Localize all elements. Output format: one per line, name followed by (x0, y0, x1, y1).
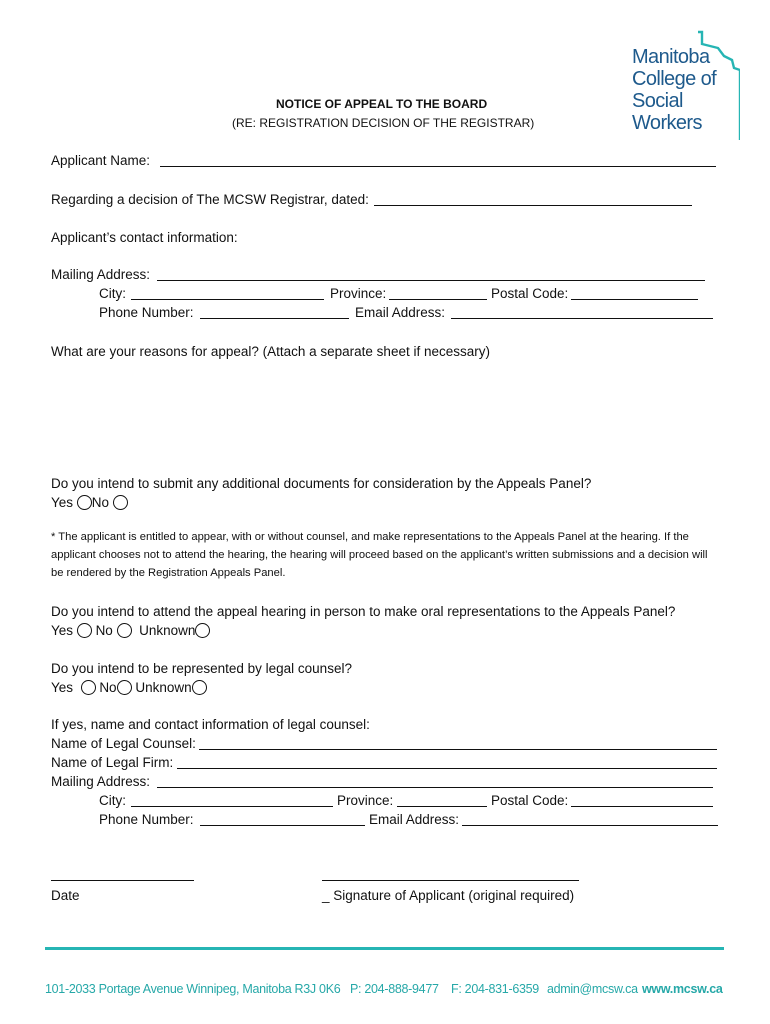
attend-yes-label: Yes (51, 623, 74, 638)
attend-question: Do you intend to attend the appeal hearing in person to make oral representations to the Appeals Panel? (51, 604, 676, 619)
documents-no-radio[interactable] (113, 495, 128, 510)
counsel-no-radio[interactable] (117, 680, 132, 695)
attend-yes-radio[interactable] (77, 623, 92, 638)
postal-code-input[interactable] (571, 299, 698, 300)
mcsw-logo-text (632, 46, 716, 134)
documents-question: Do you intend to submit any additional documents for consideration by the Appeals Panel? (51, 476, 592, 491)
attend-no-label: No (95, 623, 113, 638)
counsel-phone-input[interactable] (200, 825, 365, 826)
counsel-email-input[interactable] (462, 825, 718, 826)
form-title: NOTICE OF APPEAL TO THE BOARD (276, 97, 488, 111)
reasons-prompt: What are your reasons for appeal? (Attach a separate sheet if necessary) (51, 344, 490, 359)
documents-yes-label: Yes (51, 495, 74, 510)
logo-line-4: Workers (632, 112, 702, 134)
counsel-province-input[interactable] (397, 806, 487, 807)
applicant-name-input[interactable] (160, 166, 716, 167)
logo-line-1: Manitoba (632, 46, 710, 68)
counsel-firm-label: Name of Legal Firm: (51, 755, 174, 770)
documents-options (51, 494, 128, 511)
counsel-unknown-radio[interactable] (192, 680, 207, 695)
counsel-name-input[interactable] (199, 749, 717, 750)
email-input[interactable] (451, 318, 713, 319)
counsel-name-label: Name of Legal Counsel: (51, 736, 196, 751)
city-input[interactable] (131, 299, 324, 300)
counsel-province-label: Province: (337, 793, 394, 808)
counsel-unknown-label: Unknown (135, 680, 192, 695)
logo-line-3: Social (632, 90, 683, 112)
counsel-firm-input[interactable] (177, 768, 717, 769)
mailing-address-input[interactable] (157, 280, 705, 281)
phone-input[interactable] (200, 318, 349, 319)
counsel-email-label: Email Address: (369, 812, 460, 827)
province-label: Province: (330, 286, 387, 301)
date-input[interactable] (51, 880, 194, 881)
footer-address: 101-2033 Portage Avenue Winnipeg, Manitoba R3J 0K6 (45, 982, 341, 996)
decision-dated-label: Regarding a decision of The MCSW Registrar, dated: (51, 192, 369, 207)
counsel-question: Do you intend to be represented by legal counsel? (51, 661, 352, 676)
date-label: Date (51, 888, 80, 903)
postal-code-label: Postal Code: (491, 286, 569, 301)
counsel-heading: If yes, name and contact information of legal counsel: (51, 717, 370, 732)
attend-options (51, 622, 210, 639)
signature-label: _ Signature of Applicant (original required) (322, 888, 575, 903)
counsel-postal-label: Postal Code: (491, 793, 569, 808)
footer-email[interactable]: admin@mcsw.ca (547, 982, 638, 996)
footer-divider (45, 947, 724, 950)
footer-website[interactable]: www.mcsw.ca (642, 982, 723, 996)
footer-phone: P: 204-888-9477 (350, 982, 439, 996)
attend-unknown-radio[interactable] (195, 623, 210, 638)
counsel-city-label: City: (99, 793, 126, 808)
counsel-city-input[interactable] (131, 806, 333, 807)
contact-info-heading: Applicant’s contact information: (51, 230, 238, 245)
footer-fax: F: 204-831-6359 (451, 982, 539, 996)
attend-no-radio[interactable] (117, 623, 132, 638)
reasons-text-area[interactable] (51, 364, 716, 464)
form-subtitle: (RE: REGISTRATION DECISION OF THE REGISTRAR) (232, 116, 535, 130)
counsel-no-label: No (99, 680, 117, 695)
signature-input[interactable] (322, 880, 579, 881)
hearing-note: * The applicant is entitled to appear, with or without counsel, and make representations to the Appeals Panel at the hearing. If the applicant chooses not to attend the hearing, the hearing will proceed based on the applicant’s written submissions and a decision will be rendered by the Registration Appeals Panel. (51, 531, 708, 579)
attend-unknown-label: Unknown (139, 623, 196, 638)
counsel-options (51, 679, 207, 696)
decision-dated-input[interactable] (374, 205, 692, 206)
mailing-address-label: Mailing Address: (51, 267, 151, 282)
province-input[interactable] (389, 299, 487, 300)
counsel-yes-radio[interactable] (81, 680, 96, 695)
documents-yes-radio[interactable] (77, 495, 92, 510)
counsel-mailing-label: Mailing Address: (51, 774, 151, 789)
counsel-yes-label: Yes (51, 680, 74, 695)
documents-no-label: No (91, 495, 110, 510)
email-label: Email Address: (355, 305, 446, 320)
counsel-mailing-input[interactable] (157, 787, 713, 788)
logo-line-2: College of (632, 68, 717, 90)
phone-label: Phone Number: (99, 305, 194, 320)
applicant-name-label: Applicant Name: (51, 153, 151, 168)
counsel-postal-input[interactable] (571, 806, 713, 807)
city-label: City: (99, 286, 126, 301)
counsel-phone-label: Phone Number: (99, 812, 194, 827)
